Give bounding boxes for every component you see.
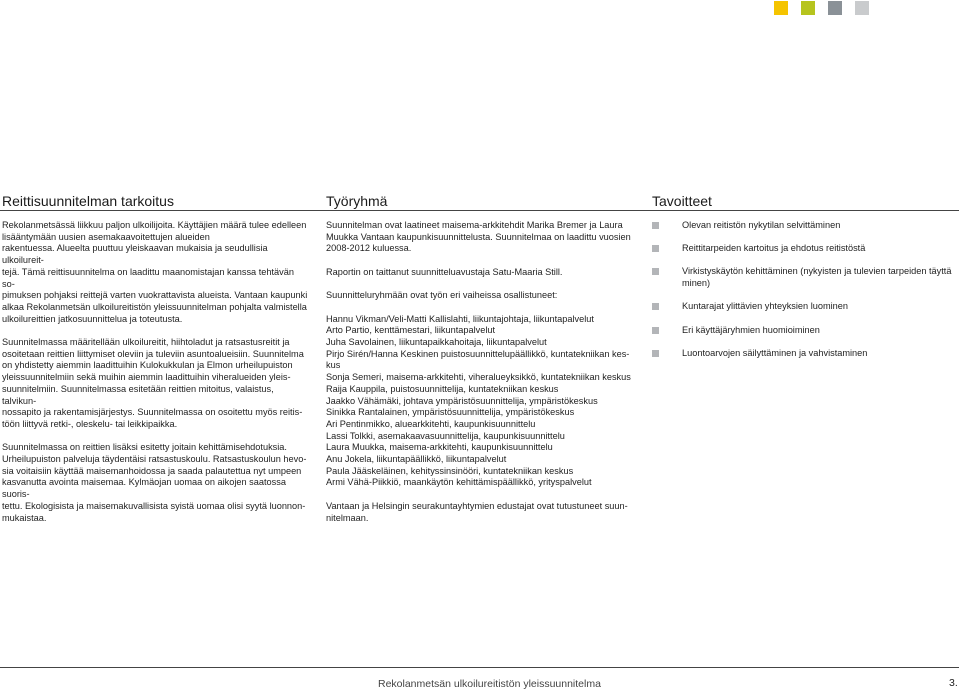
text-line: Sonja Semeri, maisema-arkkitehti, viheralueyksikkö, kuntatekniikan keskus — [326, 372, 631, 383]
square-bullet-icon — [652, 222, 659, 229]
goal-text: Kuntarajat ylittävien yhteyksien luominen — [682, 301, 848, 312]
text-line: rakentuessa. Alueelta puuttuu yleiskaavan mukaisia ja seudullisia ulkoilureit- — [2, 243, 268, 266]
text-line: lisääntymään uusien asemakaavoitettujen alueiden — [2, 231, 210, 242]
text-line: tejä. Tämä reittisuunnitelma on laadittu maanomistajan kanssa tehtävän so- — [2, 266, 294, 289]
text-line: pimuksen pohjaksi reittejä varten vuokrattavista alueista. Vantaan kaupunki — [2, 290, 308, 301]
goal-text: Olevan reitistön nykytilan selvittäminen — [682, 220, 841, 230]
footer-title: Rekolanmetsän ulkoilureitistön yleissuunnitelma — [378, 678, 601, 689]
working-group-text — [326, 220, 631, 524]
square-bullet-icon — [652, 245, 659, 252]
page-number: 3. — [949, 677, 958, 689]
text-line: ulkoilureittien jatkosuunnittelua ja toteutusta. — [2, 313, 183, 324]
text-line: kus — [326, 360, 341, 371]
bottom-divider — [0, 667, 959, 668]
text-line: suunnitelmiin. Suunnitelmassa esitetään reittien mitoitus, valaistus, talvikun- — [2, 383, 274, 406]
text-line: sia voitaisiin käyttää maisemanhoidossa ja saada palautettua nyt umpeen — [2, 465, 302, 476]
text-line: Laura Muukka, maisema-arkkitehti, kaupunkisuunnittelu — [326, 442, 553, 453]
text-line: töön liittyvä retki-, oleskelu- tai leikkipaikka. — [2, 418, 178, 429]
goal-item — [652, 266, 957, 289]
purpose-paragraph-1 — [2, 220, 308, 325]
purpose-paragraph-3 — [2, 442, 308, 524]
text-line: Suunnitelmassa määritellään ulkoilureitit, hiihtoladut ja ratsastusreitit ja — [2, 337, 290, 348]
text-line: Juha Savolainen, liikuntapaikkahoitaja, liikuntapalvelut — [326, 336, 547, 347]
square-bullet-icon — [652, 350, 659, 357]
text-line: 2008-2012 kuluessa. — [326, 243, 412, 254]
text-line: tettu. Ekologisista ja maisemakuvallisista syistä uomaa olisi syytä luonnon- — [2, 500, 306, 511]
text-line: Arto Partio, kenttämestari, liikuntapalvelut — [326, 325, 496, 336]
goal-item — [652, 301, 957, 313]
text-line: Hannu Vikman/Veli-Matti Kallislahti, liikuntajohtaja, liikuntapalvelut — [326, 313, 594, 324]
purpose-heading: Reittisuunnitelman tarkoitus — [2, 193, 174, 209]
text-line: Rekolanmetsässä liikkuu paljon ulkoilijoita. Käyttäjien määrä tulee edelleen — [2, 220, 307, 230]
goal-item — [652, 220, 957, 232]
working-group-paragraph-1 — [326, 220, 631, 255]
purpose-text — [2, 220, 308, 524]
working-group-section — [326, 194, 631, 524]
decorative-squares — [774, 1, 869, 15]
goal-item — [652, 243, 957, 255]
purpose-section — [2, 194, 308, 524]
text-line: nitelmaan. — [326, 512, 369, 523]
square-bullet-icon — [652, 303, 659, 310]
goal-text: Virkistyskäytön kehittäminen (nykyisten ja tulevien tarpeiden täyttä — [682, 266, 952, 277]
text-line: on yhdistetty aiemmin laadittuihin Kulokukkulan ja Elmon urheilupuiston — [2, 360, 293, 371]
text-line: Jaakko Vähämäki, johtava ympäristösuunnittelija, ympäristökeskus — [326, 395, 598, 406]
text-line: Suunnitelman ovat laatineet maisema-arkkitehdit Marika Bremer ja Laura — [326, 220, 623, 230]
working-group-heading: Työryhmä — [326, 193, 388, 209]
working-group-members-list — [326, 314, 631, 490]
grey-square — [828, 1, 842, 15]
goal-text: Luontoarvojen säilyttäminen ja vahvistaminen — [682, 347, 868, 358]
goals-heading: Tavoitteet — [652, 193, 712, 209]
goal-item — [652, 348, 957, 360]
text-line: osoitetaan reittien liittymiset oleviin ja tuleviin asuntoalueisiin. Suunnitelma — [2, 348, 304, 359]
goal-text: Reittitarpeiden kartoitus ja ehdotus reitistöstä — [682, 243, 866, 254]
goal-text: Eri käyttäjäryhmien huomioiminen — [682, 324, 820, 335]
text-line: Urheilupuiston palveluja täydentäisi ratsastuskoulu. Ratsastuskoulun hevo- — [2, 454, 307, 465]
green-square — [801, 1, 815, 15]
goal-item — [652, 325, 957, 337]
text-line: kasvanutta avointa maisemaa. Kylmäojan uomaa on aikojen saatossa suoris- — [2, 477, 286, 500]
text-line: Sinikka Rantalainen, ympäristösuunnittelija, ympäristökeskus — [326, 407, 575, 418]
text-line: Lassi Tolkki, asemakaavasuunnittelija, kaupunkisuunnittelu — [326, 430, 565, 441]
purpose-paragraph-2 — [2, 337, 308, 431]
text-line: alkaa Rekolanmetsän ulkoilureitistön yleissuunnitelman pohjalta valmistella — [2, 301, 307, 312]
working-group-participants-intro: Suunnitteluryhmään ovat työn eri vaiheissa osallistuneet: — [326, 290, 558, 301]
text-line: mukaistaa. — [2, 512, 47, 523]
light-grey-square — [855, 1, 869, 15]
text-line: Anu Jokela, liikuntapäällikkö, liikuntapalvelut — [326, 454, 507, 465]
text-line: Ari Pentinmikko, aluearkkitehti, kaupunkisuunnittelu — [326, 418, 536, 429]
text-line: yleissuunnitelmiin sekä muihin aiemmin laadittuihin viheralueiden yleis- — [2, 372, 291, 383]
text-line: Muukka Vantaan kaupunkisuunnittelusta. Suunnitelmaa on laadittu vuosien — [326, 231, 631, 242]
goal-text: minen) — [682, 278, 711, 289]
square-bullet-icon — [652, 327, 659, 334]
text-line: Suunnitelmassa on reittien lisäksi esitetty joitain kehittämisehdotuksia. — [2, 442, 287, 453]
text-line: Raija Kauppila, puistosuunnittelija, kuntatekniikan keskus — [326, 383, 559, 394]
text-line: nossapito ja rakentamisjärjestys. Suunnitelmassa on osoitettu myös reitis- — [2, 407, 303, 418]
yellow-square — [774, 1, 788, 15]
square-bullet-icon — [652, 268, 659, 275]
goals-section — [652, 194, 957, 371]
text-line: Pirjo Sirén/Hanna Keskinen puistosuunnittelupäällikkö, kuntatekniikan kes- — [326, 348, 630, 359]
text-line: Paula Jääskeläinen, kehityssinsinööri, kuntatekniikan keskus — [326, 465, 574, 476]
text-line: Vantaan ja Helsingin seurakuntayhtymien edustajat ovat tutustuneet suun- — [326, 500, 628, 511]
goals-list — [652, 220, 957, 359]
working-group-paragraph-4 — [326, 501, 631, 524]
working-group-layout-credit: Raportin on taittanut suunnitteluavustaja Satu-Maaria Still. — [326, 266, 563, 277]
text-line: Armi Vähä-Piikkiö, maankäytön kehittämispäällikkö, yrityspalvelut — [326, 477, 592, 488]
